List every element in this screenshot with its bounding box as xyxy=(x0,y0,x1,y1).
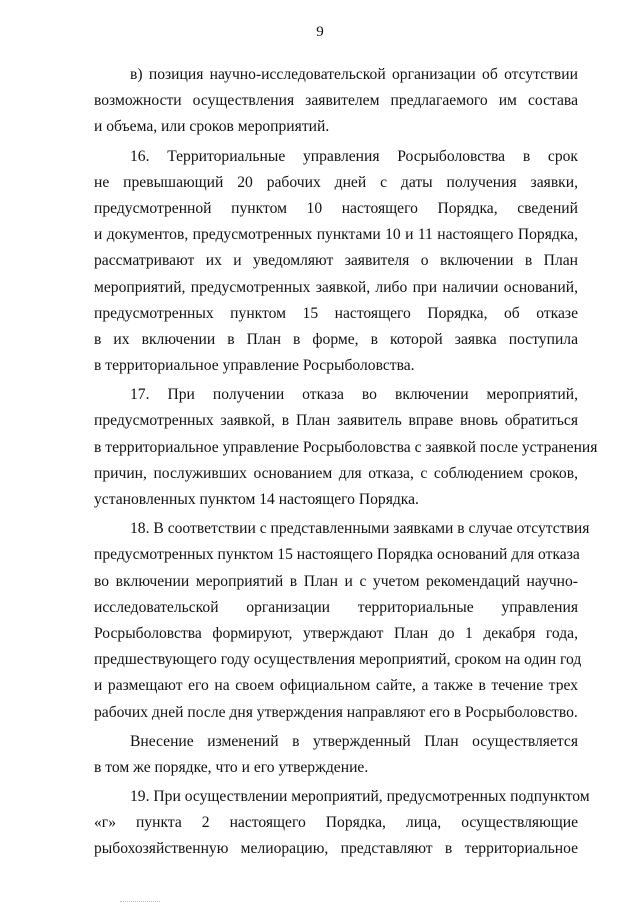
text-line: 17. При получении отказа во включении мероприятий, xyxy=(130,386,578,404)
text-line: рыбохозяйственную мелиорацию, представляют в территориальное xyxy=(94,840,578,858)
paragraph-17 xyxy=(94,382,598,513)
text-line: предшествующего году осуществления мероприятий, сроком на один год xyxy=(94,651,582,669)
text-line: предусмотренных пунктом 15 настоящего Порядка, об отказе xyxy=(94,304,578,322)
text-line: исследовательской организации территориальные управления xyxy=(94,598,578,616)
text-line: в) позиция научно-исследовательской организации об отсутствии xyxy=(130,66,578,83)
text-line: не превышающий 20 рабочих дней с даты получения заявки, xyxy=(94,173,578,191)
paragraph-19 xyxy=(94,784,590,863)
text-line: предусмотренных пунктом 15 настоящего Порядка оснований для отказа xyxy=(94,546,580,564)
text-line: предусмотренной пунктом 10 настоящего Порядка, сведений xyxy=(94,199,578,217)
text-line: и размещают его на своем официальном сайте, а также в течение трех xyxy=(94,677,578,695)
text-line: и объема, или сроков мероприятий. xyxy=(94,118,330,136)
paragraph-16 xyxy=(94,144,578,380)
scan-edge-mark xyxy=(120,901,160,903)
text-line: во включении мероприятий в План и с учетом рекомендаций научно- xyxy=(94,572,578,590)
paragraph-v xyxy=(94,62,578,141)
text-line: 18. В соответствии с представленными заявками в случае отсутствия xyxy=(130,520,590,538)
text-line: в том же порядке, что и его утверждение. xyxy=(94,758,369,776)
text-line: 19. При осуществлении мероприятий, предусмотренных подпунктом xyxy=(130,788,590,806)
document-body xyxy=(94,62,598,863)
text-line: предусмотренных заявкой, в План заявитель вправе вновь обратиться xyxy=(94,412,578,430)
page-number: 9 xyxy=(316,24,324,40)
text-line: в территориальное управление Росрыболовства. xyxy=(94,357,415,375)
text-line: причин, послуживших основанием для отказа, с соблюдением сроков, xyxy=(94,464,578,482)
paragraph-18 xyxy=(94,516,590,726)
text-line: 16. Территориальные управления Росрыболовства в срок xyxy=(130,147,578,165)
paragraph-18-amendment xyxy=(94,729,578,781)
text-line: установленных пунктом 14 настоящего Порядка. xyxy=(94,491,419,508)
text-line: «г» пункта 2 настоящего Порядка, лица, осуществляющие xyxy=(94,814,578,832)
text-line: и документов, предусмотренных пунктами 10 и 11 настоящего Порядка, xyxy=(94,226,578,244)
text-line: Росрыболовства формируют, утверждают План до 1 декабря года, xyxy=(94,624,578,642)
text-line: рассматривают их и уведомляют заявителя о включении в План xyxy=(94,252,578,270)
text-line: в территориальное управление Росрыболовства с заявкой после устранения xyxy=(94,438,598,456)
text-line: мероприятий, предусмотренных заявкой, либо при наличии оснований, xyxy=(94,278,578,296)
text-line: Внесение изменений в утвержденный План осуществляется xyxy=(130,732,578,750)
text-line: возможности осуществления заявителем предлагаемого им состава xyxy=(94,92,578,110)
text-line: в их включении в План в форме, в которой заявка поступила xyxy=(94,330,578,348)
text-line: рабочих дней после дня утверждения направляют его в Росрыболовство. xyxy=(94,703,578,721)
